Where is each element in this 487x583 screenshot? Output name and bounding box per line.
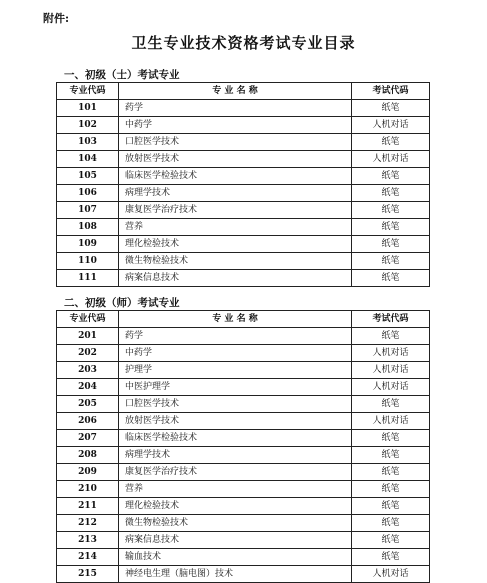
specialty-name-cell: 康复医学治疗技术 <box>119 464 352 481</box>
table-row <box>57 202 430 219</box>
exam-mode-cell: 纸笔 <box>352 464 430 481</box>
header-exam: 考试代码 <box>352 311 430 328</box>
specialty-name-cell: 微生物检验技术 <box>119 253 352 270</box>
table-row <box>57 151 430 168</box>
header-code: 专业代码 <box>57 311 119 328</box>
specialty-name-cell: 药学 <box>119 328 352 345</box>
specialty-name-cell: 护理学 <box>119 362 352 379</box>
specialty-code-cell: 214 <box>57 549 119 566</box>
table-row <box>57 219 430 236</box>
table-row <box>57 253 430 270</box>
exam-mode-cell: 纸笔 <box>352 515 430 532</box>
exam-mode-cell: 人机对话 <box>352 362 430 379</box>
specialty-table-primary-shi <box>56 82 430 287</box>
specialty-name-cell: 输血技术 <box>119 549 352 566</box>
exam-mode-cell: 人机对话 <box>352 345 430 362</box>
table-row <box>57 328 430 345</box>
specialty-name-cell: 中医护理学 <box>119 379 352 396</box>
exam-mode-cell: 纸笔 <box>352 498 430 515</box>
exam-mode-cell: 人机对话 <box>352 151 430 168</box>
exam-mode-cell: 纸笔 <box>352 328 430 345</box>
specialty-code-cell: 211 <box>57 498 119 515</box>
exam-mode-cell: 纸笔 <box>352 253 430 270</box>
specialty-name-cell: 放射医学技术 <box>119 413 352 430</box>
table-row <box>57 168 430 185</box>
exam-mode-cell: 纸笔 <box>352 396 430 413</box>
specialty-name-cell: 微生物检验技术 <box>119 515 352 532</box>
document-title: 卫生专业技术资格考试专业目录 <box>131 34 356 52</box>
table-row <box>57 100 430 117</box>
specialty-code-cell: 101 <box>57 100 119 117</box>
table-row <box>57 481 430 498</box>
specialty-name-cell: 病案信息技术 <box>119 270 352 287</box>
specialty-code-cell: 109 <box>57 236 119 253</box>
specialty-code-cell: 207 <box>57 430 119 447</box>
specialty-name-cell: 神经电生理（脑电图）技术 <box>119 566 352 583</box>
exam-mode-cell: 纸笔 <box>352 185 430 202</box>
table-row <box>57 549 430 566</box>
specialty-code-cell: 108 <box>57 219 119 236</box>
specialty-name-cell: 药学 <box>119 100 352 117</box>
table-row <box>57 117 430 134</box>
header-name: 专 业 名 称 <box>119 311 352 328</box>
table-header-row <box>57 83 430 100</box>
specialty-code-cell: 212 <box>57 515 119 532</box>
table-row <box>57 498 430 515</box>
exam-mode-cell: 人机对话 <box>352 566 430 583</box>
specialty-code-cell: 215 <box>57 566 119 583</box>
header-code: 专业代码 <box>57 83 119 100</box>
specialty-name-cell: 口腔医学技术 <box>119 134 352 151</box>
specialty-code-cell: 210 <box>57 481 119 498</box>
exam-mode-cell: 纸笔 <box>352 168 430 185</box>
specialty-code-cell: 208 <box>57 447 119 464</box>
specialty-name-cell: 病理学技术 <box>119 447 352 464</box>
table-row <box>57 185 430 202</box>
table-row <box>57 413 430 430</box>
specialty-code-cell: 209 <box>57 464 119 481</box>
table-header-row <box>57 311 430 328</box>
specialty-name-cell: 临床医学检验技术 <box>119 430 352 447</box>
specialty-name-cell: 营养 <box>119 481 352 498</box>
specialty-table-primary-shi-teacher <box>56 310 430 583</box>
table-row <box>57 134 430 151</box>
specialty-name-cell: 理化检验技术 <box>119 236 352 253</box>
specialty-code-cell: 203 <box>57 362 119 379</box>
specialty-code-cell: 107 <box>57 202 119 219</box>
exam-mode-cell: 人机对话 <box>352 117 430 134</box>
specialty-name-cell: 放射医学技术 <box>119 151 352 168</box>
header-name: 专 业 名 称 <box>119 83 352 100</box>
specialty-code-cell: 103 <box>57 134 119 151</box>
table-row <box>57 236 430 253</box>
table-row <box>57 566 430 583</box>
specialty-name-cell: 中药学 <box>119 117 352 134</box>
specialty-code-cell: 111 <box>57 270 119 287</box>
specialty-name-cell: 康复医学治疗技术 <box>119 202 352 219</box>
exam-mode-cell: 纸笔 <box>352 270 430 287</box>
table-row <box>57 379 430 396</box>
specialty-code-cell: 205 <box>57 396 119 413</box>
specialty-code-cell: 213 <box>57 532 119 549</box>
attachment-label: 附件: <box>43 12 70 25</box>
table-row <box>57 515 430 532</box>
exam-mode-cell: 纸笔 <box>352 219 430 236</box>
exam-mode-cell: 人机对话 <box>352 379 430 396</box>
table-body <box>57 328 430 583</box>
specialty-name-cell: 中药学 <box>119 345 352 362</box>
specialty-code-cell: 201 <box>57 328 119 345</box>
table-row <box>57 345 430 362</box>
exam-mode-cell: 纸笔 <box>352 549 430 566</box>
exam-mode-cell: 纸笔 <box>352 430 430 447</box>
table-body <box>57 100 430 287</box>
header-exam: 考试代码 <box>352 83 430 100</box>
specialty-code-cell: 204 <box>57 379 119 396</box>
specialty-name-cell: 营养 <box>119 219 352 236</box>
section-heading-primary-shi: 一、初级（士）考试专业 <box>64 69 180 81</box>
exam-mode-cell: 纸笔 <box>352 134 430 151</box>
table-row <box>57 464 430 481</box>
table-row <box>57 447 430 464</box>
specialty-code-cell: 202 <box>57 345 119 362</box>
specialty-code-cell: 102 <box>57 117 119 134</box>
exam-mode-cell: 纸笔 <box>352 447 430 464</box>
specialty-code-cell: 106 <box>57 185 119 202</box>
specialty-name-cell: 病案信息技术 <box>119 532 352 549</box>
exam-mode-cell: 人机对话 <box>352 413 430 430</box>
exam-mode-cell: 纸笔 <box>352 100 430 117</box>
exam-mode-cell: 纸笔 <box>352 236 430 253</box>
table-row <box>57 270 430 287</box>
specialty-code-cell: 206 <box>57 413 119 430</box>
specialty-code-cell: 105 <box>57 168 119 185</box>
table-row <box>57 532 430 549</box>
specialty-name-cell: 口腔医学技术 <box>119 396 352 413</box>
section-heading-primary-shi-teacher: 二、初级（师）考试专业 <box>64 297 180 309</box>
specialty-name-cell: 病理学技术 <box>119 185 352 202</box>
exam-mode-cell: 纸笔 <box>352 202 430 219</box>
specialty-name-cell: 临床医学检验技术 <box>119 168 352 185</box>
table-row <box>57 430 430 447</box>
specialty-code-cell: 104 <box>57 151 119 168</box>
table-row <box>57 362 430 379</box>
exam-mode-cell: 纸笔 <box>352 532 430 549</box>
exam-mode-cell: 纸笔 <box>352 481 430 498</box>
table-row <box>57 396 430 413</box>
specialty-name-cell: 理化检验技术 <box>119 498 352 515</box>
specialty-code-cell: 110 <box>57 253 119 270</box>
